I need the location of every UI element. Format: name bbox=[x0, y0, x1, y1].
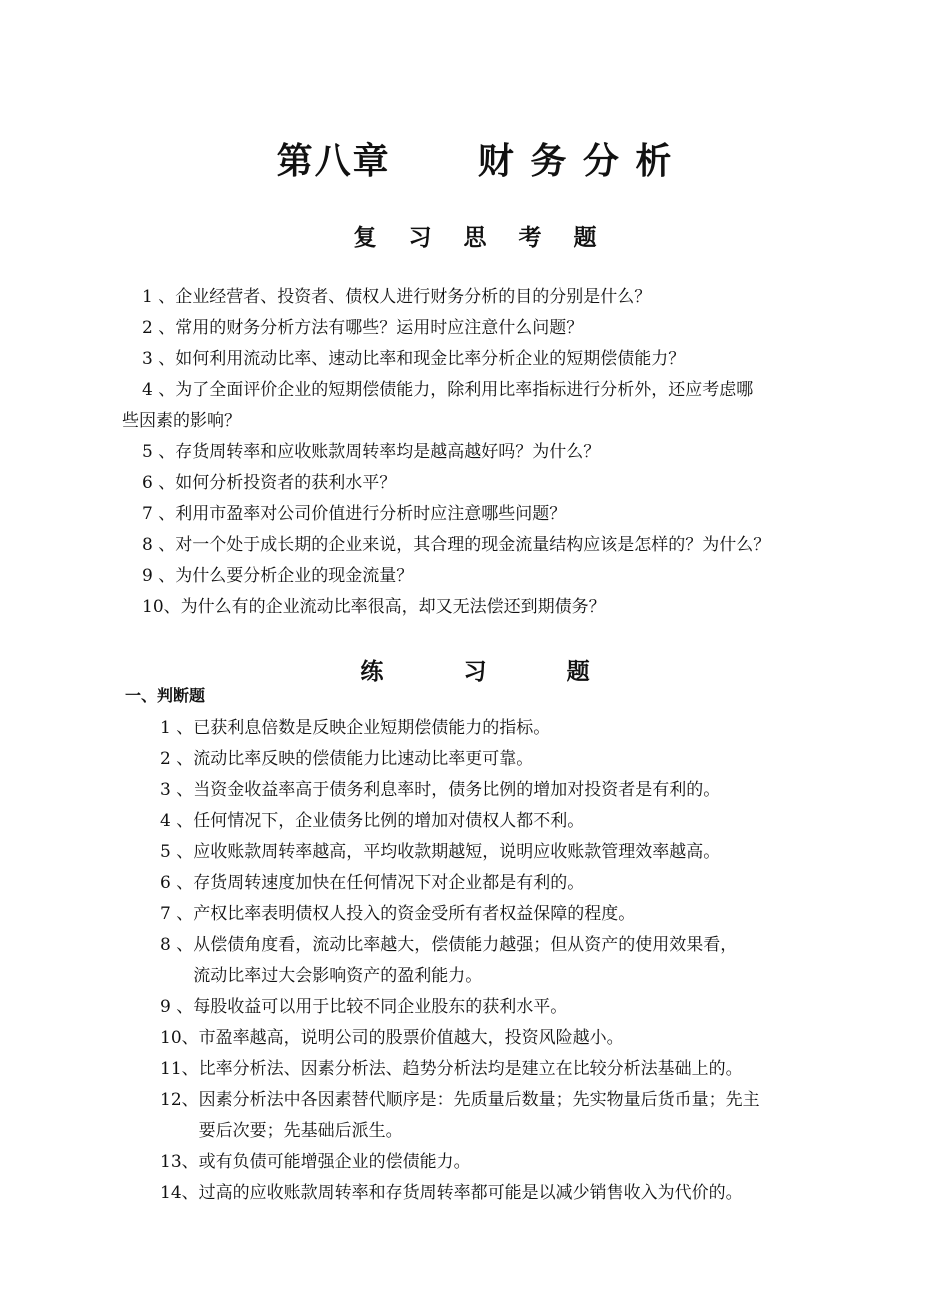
review-question bbox=[122, 375, 842, 437]
judgment-item bbox=[160, 1147, 840, 1178]
item-text-line2: 流动比率过大会影响资产的盈利能力。 bbox=[193, 966, 483, 986]
item-text: 当资金收益率高于债务利息率时，债务比例的增加对投资者是有利的。 bbox=[193, 780, 721, 800]
review-heading: 复 习 思 考 题 bbox=[353, 224, 597, 251]
review-question bbox=[122, 313, 842, 344]
practice-heading: 练 习 题 bbox=[360, 658, 590, 685]
question-text-continued: 些因素的影响？ bbox=[122, 411, 241, 431]
judgment-item bbox=[160, 837, 840, 868]
item-text-line1: 因素分析法中各因素替代顺序是：先质量后数量；先实物量后货币量；先主 bbox=[198, 1090, 760, 1110]
question-text: 常用的财务分析方法有哪些？运用时应注意什么问题？ bbox=[175, 318, 584, 338]
question-text: 存货周转率和应收账款周转率均是越高越好吗？为什么？ bbox=[175, 442, 601, 462]
item-number: 6 、 bbox=[160, 873, 194, 893]
item-text: 已获利息倍数是反映企业短期偿债能力的指标。 bbox=[193, 718, 551, 738]
question-text: 为什么要分析企业的现金流量？ bbox=[175, 566, 414, 586]
question-text: 利用市盈率对公司价值进行分析时应注意哪些问题？ bbox=[175, 504, 567, 524]
judgment-items bbox=[160, 713, 840, 1209]
item-number: 7 、 bbox=[160, 904, 194, 924]
question-number: 9 、 bbox=[142, 566, 176, 586]
review-question bbox=[122, 344, 842, 375]
judgment-item bbox=[160, 1178, 840, 1209]
question-number: 4 、 bbox=[142, 380, 176, 400]
item-number: 8 、 bbox=[160, 935, 194, 955]
question-number: 2 、 bbox=[142, 318, 176, 338]
review-question bbox=[122, 530, 842, 561]
judgment-section-heading: 一、判断题 bbox=[125, 686, 206, 705]
question-text: 如何利用流动比率、速动比率和现金比率分析企业的短期偿债能力？ bbox=[175, 349, 686, 369]
judgment-item bbox=[160, 744, 840, 775]
item-number: 12、 bbox=[160, 1090, 199, 1110]
review-question bbox=[122, 592, 842, 623]
question-number: 7 、 bbox=[142, 504, 176, 524]
judgment-item bbox=[160, 1023, 840, 1054]
item-text-line1: 从偿债角度看，流动比率越大，偿债能力越强；但从资产的使用效果看， bbox=[193, 935, 738, 955]
item-number: 14、 bbox=[160, 1183, 199, 1203]
item-text: 市盈率越高，说明公司的股票价值越大，投资风险越小。 bbox=[198, 1028, 624, 1048]
judgment-item bbox=[160, 899, 840, 930]
item-text: 产权比率表明债权人投入的资金受所有者权益保障的程度。 bbox=[193, 904, 636, 924]
item-number: 1 、 bbox=[160, 718, 194, 738]
question-text: 为什么有的企业流动比率很高，却又无法偿还到期债务？ bbox=[180, 597, 606, 617]
judgment-item bbox=[160, 1085, 840, 1147]
review-questions bbox=[122, 282, 842, 623]
item-number: 11、 bbox=[160, 1059, 199, 1079]
question-text: 为了全面评价企业的短期偿债能力，除利用比率指标进行分析外，还应考虑哪 bbox=[175, 380, 754, 400]
chapter-title: 第八章 财 务 分 析 bbox=[276, 141, 674, 182]
question-number: 10、 bbox=[142, 597, 181, 617]
item-text: 每股收益可以用于比较不同企业股东的获利水平。 bbox=[193, 997, 568, 1017]
item-number: 3 、 bbox=[160, 780, 194, 800]
judgment-item bbox=[160, 713, 840, 744]
question-number: 6 、 bbox=[142, 473, 176, 493]
review-question bbox=[122, 468, 842, 499]
judgment-item bbox=[160, 930, 840, 992]
judgment-item bbox=[160, 806, 840, 837]
item-text: 比率分析法、因素分析法、趋势分析法均是建立在比较分析法基础上的。 bbox=[198, 1059, 743, 1079]
question-number: 1 、 bbox=[142, 287, 176, 307]
question-number: 8 、 bbox=[142, 535, 176, 555]
question-text: 对一个处于成长期的企业来说，其合理的现金流量结构应该是怎样的？为什么？ bbox=[175, 535, 771, 555]
item-number: 2 、 bbox=[160, 749, 194, 769]
item-text bbox=[193, 930, 840, 992]
question-number: 3 、 bbox=[142, 349, 176, 369]
review-question bbox=[122, 499, 842, 530]
judgment-item bbox=[160, 1054, 840, 1085]
item-text: 过高的应收账款周转率和存货周转率都可能是以减少销售收入为代价的。 bbox=[198, 1183, 743, 1203]
item-text-line2: 要后次要；先基础后派生。 bbox=[198, 1121, 403, 1141]
item-text: 或有负债可能增强企业的偿债能力。 bbox=[198, 1152, 471, 1172]
judgment-item bbox=[160, 868, 840, 899]
review-question bbox=[122, 561, 842, 592]
item-text: 存货周转速度加快在任何情况下对企业都是有利的。 bbox=[193, 873, 585, 893]
item-number: 13、 bbox=[160, 1152, 199, 1172]
item-text bbox=[199, 1085, 840, 1147]
judgment-item bbox=[160, 775, 840, 806]
question-text: 如何分析投资者的获利水平？ bbox=[175, 473, 397, 493]
item-number: 5 、 bbox=[160, 842, 194, 862]
question-number: 5 、 bbox=[142, 442, 176, 462]
item-text: 任何情况下，企业债务比例的增加对债权人都不利。 bbox=[193, 811, 585, 831]
item-text: 流动比率反映的偿债能力比速动比率更可靠。 bbox=[193, 749, 534, 769]
item-number: 10、 bbox=[160, 1028, 199, 1048]
item-text: 应收账款周转率越高，平均收款期越短，说明应收账款管理效率越高。 bbox=[193, 842, 721, 862]
review-question bbox=[122, 282, 842, 313]
item-number: 4 、 bbox=[160, 811, 194, 831]
question-text: 企业经营者、投资者、债权人进行财务分析的目的分别是什么？ bbox=[175, 287, 652, 307]
item-number: 9 、 bbox=[160, 997, 194, 1017]
judgment-item bbox=[160, 992, 840, 1023]
review-question bbox=[122, 437, 842, 468]
